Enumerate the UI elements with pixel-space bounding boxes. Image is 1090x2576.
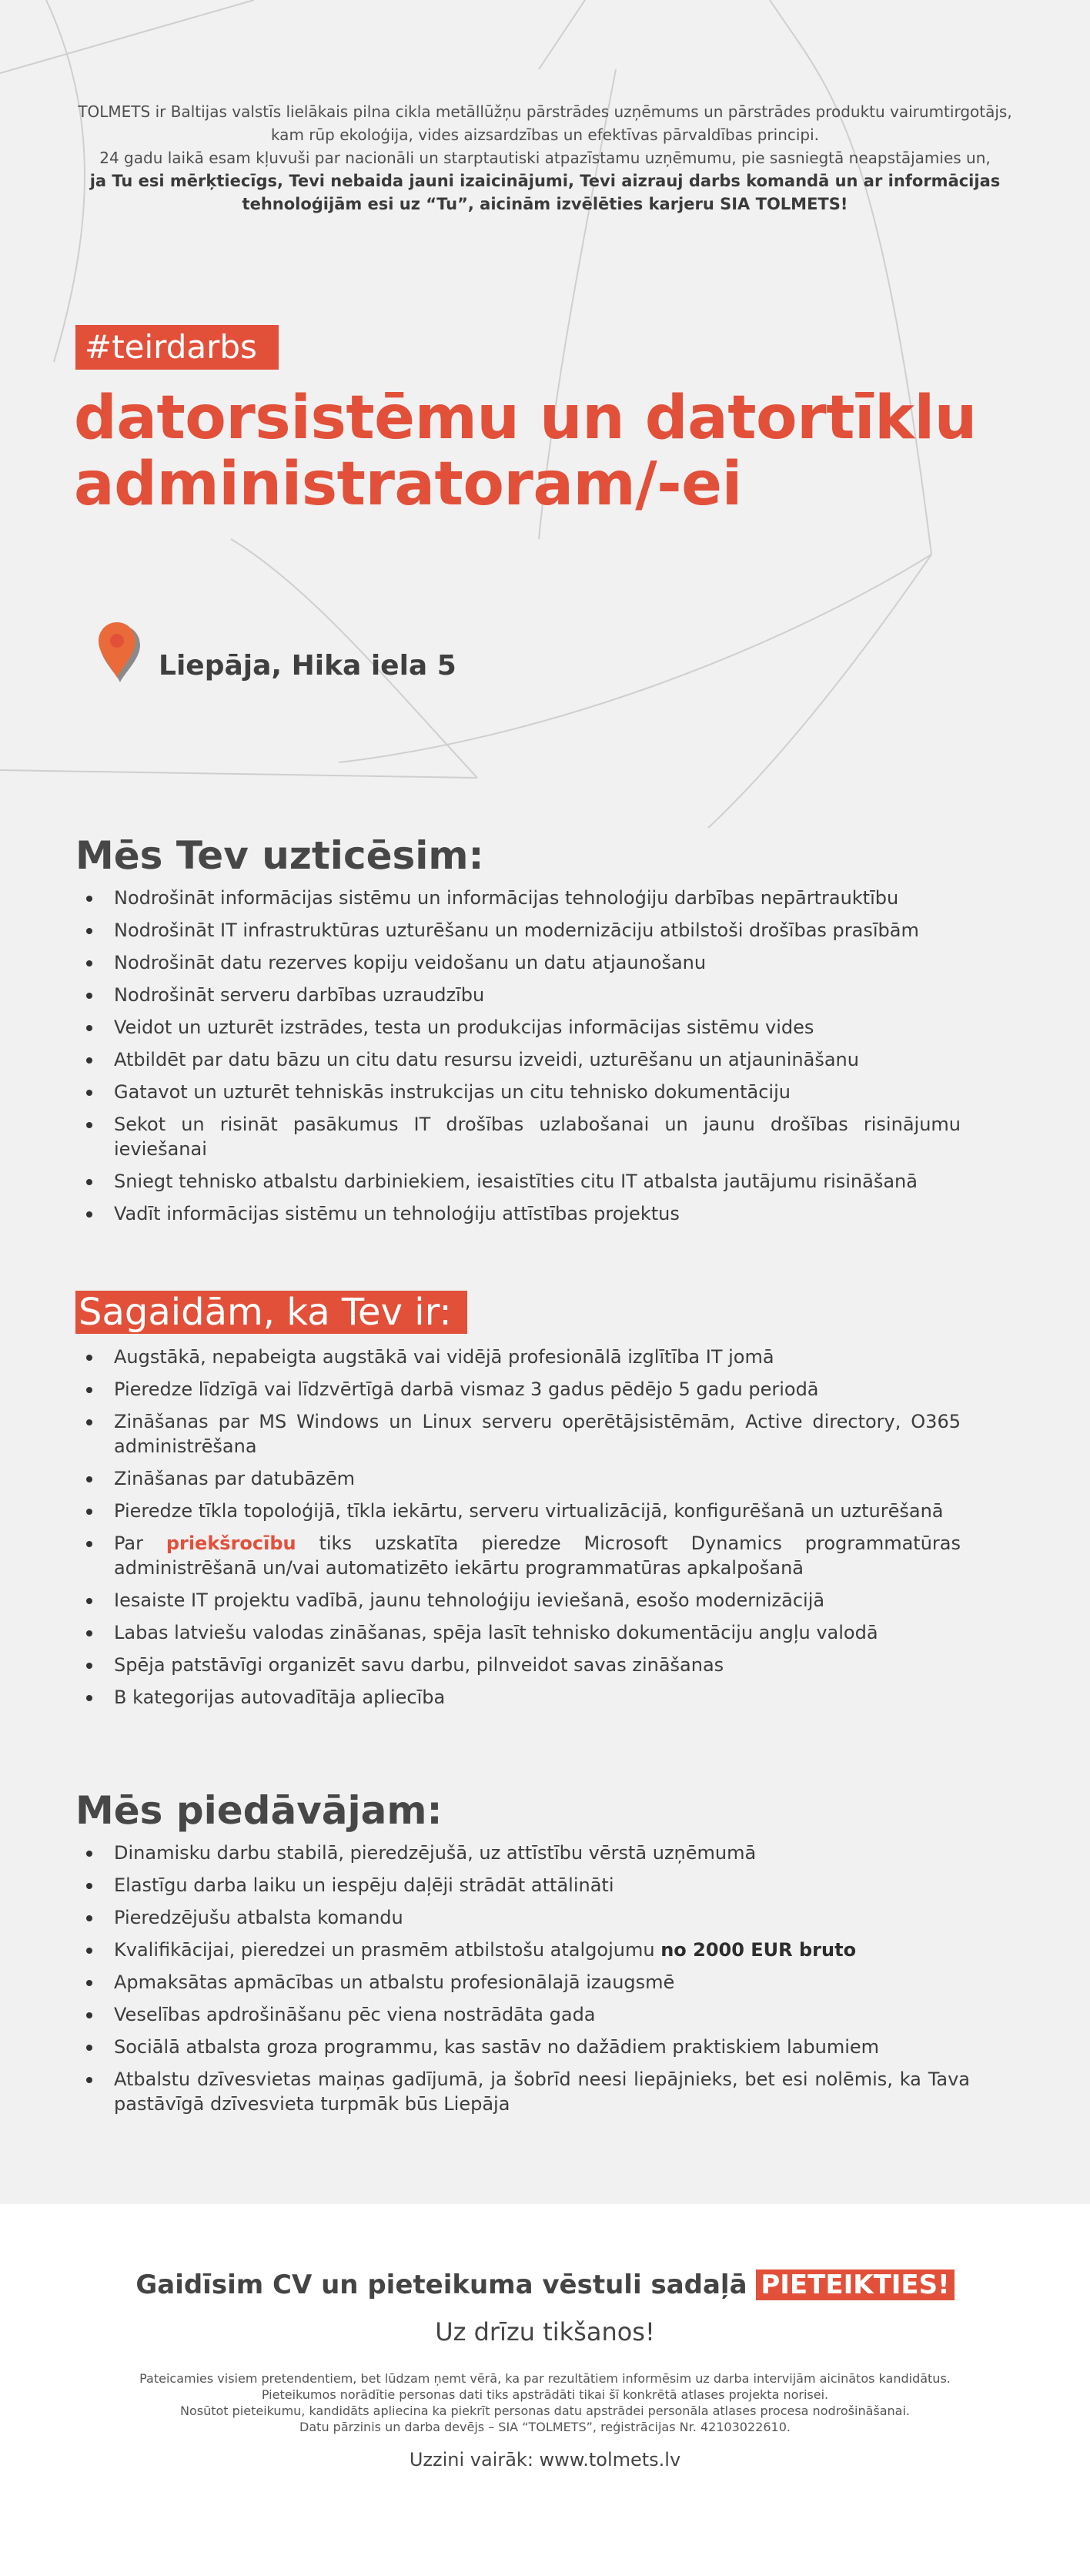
list-item: Veselības apdrošināšanu pēc viena nostrādāta gada [75,2002,970,2027]
expect-list [75,1345,961,1710]
cta-text: Gaidīsim CV un pieteikuma vēstuli sadaļā [135,2269,747,2300]
list-item: Nodrošināt serveru darbības uzraudzību [75,983,961,1007]
trust-section [75,832,961,1234]
list-item: Iesaiste IT projektu vadībā, jaunu tehnoloģiju ieviešanā, esošo modernizācijā [75,1588,961,1613]
apply-link[interactable]: PIETEIKTIES! [756,2269,954,2300]
fine-print [0,2370,1090,2435]
expect-section [75,1291,961,1717]
location-text: Liepāja, Hika iela 5 [159,650,456,682]
list-item: Pieredze tīkla topoloģijā, tīkla iekārtu, serveru virtualizācijā, konfigurēšanā un uzturēšanā [75,1499,961,1523]
apply-cta [0,2264,1090,2306]
trust-list [75,886,961,1226]
pref-highlight: priekšrocību [166,1533,296,1554]
see-you-soon: Uz drīzu tikšanos! [435,2317,655,2347]
list-item-salary [75,1938,970,1962]
list-item: B kategorijas autovadītāja apliecība [75,1685,961,1710]
map-pin-icon [97,621,143,685]
expect-heading: Sagaidām, ka Tev ir: [75,1291,467,1334]
offer-heading: Mēs piedāvājam: [75,1788,443,1833]
list-item: Gatavot un uzturēt tehniskās instrukcijas un citu tehnisko dokumentāciju [75,1080,961,1104]
fine-print-line: Nosūtot pieteikumu, kandidāts apliecina ka piekrīt personas datu apstrādei personāla atlases procesa nodrošināšanai. [179,2403,910,2418]
pref-prefix: Par [114,1533,143,1554]
list-item: Veidot un uzturēt izstrādes, testa un produkcijas informācijas sistēmu vides [75,1015,961,1040]
list-item: Sociālā atbalsta groza programmu, kas sastāv no dažādiem praktiskiem labumiem [75,2035,970,2059]
intro-line-2: 24 gadu laikā esam kļuvuši par nacionāli un starptautiski atpazīstamu uzņēmumu, pie sasniegtā neapstājamies un, [99,149,991,167]
offer-list [75,1841,970,2116]
trust-heading: Mēs Tev uzticēsim: [75,833,484,878]
list-item: Zināšanas par MS Windows un Linux serveru operētājsistēmām, Active directory, O365 administrēšana [75,1409,961,1459]
list-item: Labas latviešu valodas zināšanas, spēja lasīt tehnisko dokumentāciju angļu valodā [75,1620,961,1645]
intro-line-3: ja Tu esi mērķtiecīgs, Tevi nebaida jauni izaicinājumi, Tevi aizrauj darbs komandā un ar informācijas tehnoloģijām esi uz “Tu”, aicinām izvēlēties karjeru SIA TOLMETS! [89,172,1001,213]
list-item: Dinamisku darbu stabilā, pieredzējušā, uz attīstību vērstā uzņēmumā [75,1841,970,1865]
list-item: Sekot un risināt pasākumus IT drošības uzlabošanai un jaunu drošības risinājumu ieviešanai [75,1112,961,1161]
salary-amount: no 2000 EUR bruto [660,1939,857,1961]
list-item: Nodrošināt informācijas sistēmu un informācijas tehnoloģiju darbības nepārtrauktību [75,886,961,910]
list-item: Elastīgu darba laiku un iespēju daļēji strādāt attālināti [75,1873,970,1898]
salary-text: Kvalifikācijai, pieredzei un prasmēm atbilstošu atalgojumu [114,1939,655,1961]
offer-section [75,1787,970,2124]
fine-print-line: Datu pārzinis un darba devējs – SIA “TOLMETS”, reģistrācijas Nr. 42103022610. [299,2420,791,2434]
list-item: Atbildēt par datu bāzu un citu datu resursu izveidi, uzturēšanu un atjaunināšanu [75,1047,961,1072]
pref-rest: tiks uzskatīta pieredze Microsoft Dynamics programmatūras administrēšanā un/vai automatizēto iekārtu programmatūras apkalpošanā [114,1533,961,1579]
footer [0,2264,1090,2470]
list-item: Nodrošināt IT infrastruktūras uzturēšanu un modernizāciju atbilstoši drošības prasībām [75,918,961,943]
intro-text [77,100,1013,216]
list-item-preference [75,1531,961,1580]
list-item: Sniegt tehnisko atbalstu darbiniekiem, iesaistīties citu IT atbalsta jautājumu risināšanā [75,1169,961,1194]
list-item: Zināšanas par datubāzēm [75,1466,961,1491]
website-link[interactable]: Uzzini vairāk: www.tolmets.lv [409,2449,681,2470]
list-item: Vadīt informācijas sistēmu un tehnoloģiju attīstības projektus [75,1201,961,1226]
list-item: Pieredze līdzīgā vai līdzvērtīgā darbā vismaz 3 gadus pēdējo 5 gadu periodā [75,1377,961,1402]
list-item: Pieredzējušu atbalsta komandu [75,1905,970,1930]
fine-print-line: Pateicamies visiem pretendentiem, bet lūdzam ņemt vērā, ka par rezultātiem informēsim uz darba intervijām aicinātos kandidātus. [139,2371,951,2386]
fine-print-line: Pieteikumos norādītie personas dati tiks apstrādāti tikai šī konkrētā atlases projekta norisei. [261,2387,829,2402]
list-item: Augstākā, nepabeigta augstākā vai vidējā profesionālā izglītība IT jomā [75,1345,961,1369]
list-item: Nodrošināt datu rezerves kopiju veidošanu un datu atjaunošanu [75,950,961,975]
list-item: Spēja patstāvīgi organizēt savu darbu, pilnveidot savas zināšanas [75,1653,961,1677]
job-title: datorsistēmu un datortīklu administratoram/-ei [74,384,977,519]
intro-line-1: TOLMETS ir Baltijas valstīs lielākais pilna cikla metāllūžņu pārstrādes uzņēmums un pārstrādes produktu vairumtirgotājs, kam rūp ekoloģija, vides aizsardzības un efektīvas pārvaldības principi. [78,102,1012,144]
list-item: Apmaksātas apmācības un atbalstu profesionālajā izaugsmē [75,1970,970,1995]
list-item: Atbalstu dzīvesvietas maiņas gadījumā, ja šobrīd neesi liepājnieks, bet esi nolēmis, ka Tava pastāvīgā dzīvesvieta turpmāk būs Liepāja [75,2067,970,2116]
hashtag-badge: #teirdarbs [75,325,279,370]
